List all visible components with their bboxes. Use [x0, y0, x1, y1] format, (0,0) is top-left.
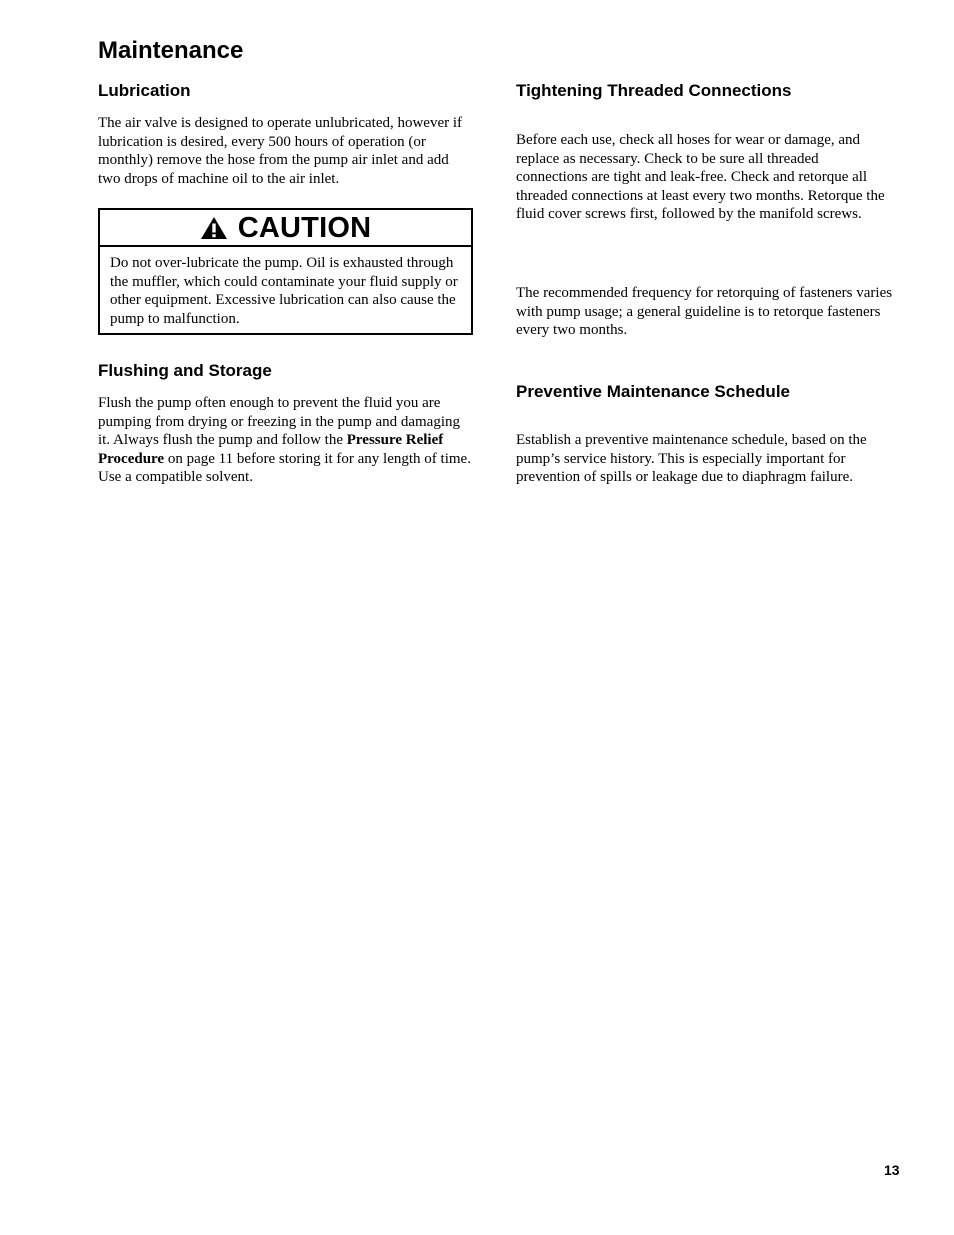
- tightening-text-1: Before each use, check all hoses for wear or damage, and replace as necessary. Check to be sure all threaded connections are tight and leak-free. Check and retorque all threaded connections at least every two months. Retorque the fluid cover screws first, followed by the manifold screws.: [516, 132, 885, 223]
- lubrication-text: The air valve is designed to operate unlubricated, however if lubrication is desired, every 500 hours of operation (or monthly) remove the hose from the pump air inlet and add two drops of machine oil to the air inlet.: [98, 115, 463, 187]
- tightening-text-2: The recommended frequency for retorquing of fasteners varies with pump usage; a general guideline is to retorque fasteners every two months.: [516, 285, 893, 339]
- warning-triangle-icon: [200, 216, 228, 240]
- caution-header: [100, 210, 471, 247]
- flushing-text: [98, 394, 473, 487]
- caution-box: [98, 208, 473, 335]
- page-number: 13: [884, 1162, 900, 1178]
- preventive-heading: Preventive Maintenance Schedule: [516, 382, 790, 401]
- pressure-relief-reference: Pressure Relief Procedure: [98, 432, 444, 467]
- flushing-text-start: Flush the pump often enough to prevent the fluid you are pumping from drying or freezing in the pump and damaging it. Always flush the pump and follow the: [98, 395, 460, 449]
- caution-title: CAUTION: [237, 211, 372, 244]
- page-title: Maintenance: [98, 37, 244, 64]
- caution-text: Do not over-lubricate the pump. Oil is exhausted through the muffler, which could contaminate your fluid supply or other equipment. Excessive lubrication can also cause the pump to malfunction.: [110, 255, 458, 327]
- flushing-text-end: on page 11 before storing it for any length of time. Use a compatible solvent.: [98, 450, 471, 486]
- tightening-heading: Tightening Threaded Connections: [516, 81, 792, 100]
- lubrication-heading: Lubrication: [98, 81, 191, 100]
- preventive-text: Establish a preventive maintenance schedule, based on the pump’s service history. This is especially important for prevention of spills or leakage due to diaphragm failure.: [516, 432, 867, 486]
- flushing-heading: Flushing and Storage: [98, 361, 272, 380]
